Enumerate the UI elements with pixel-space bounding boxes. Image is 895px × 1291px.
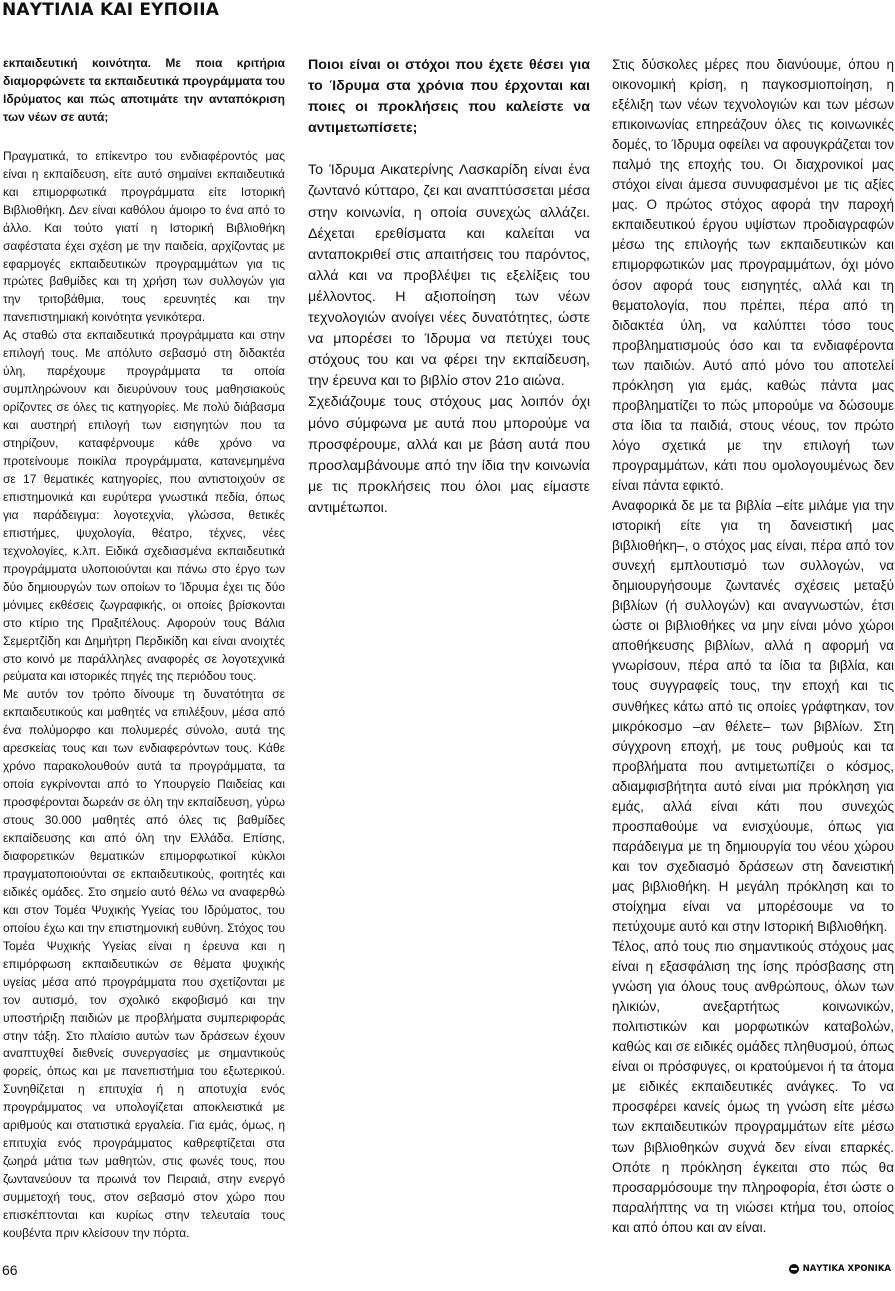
answer-2-paragraph-1: Το Ίδρυμα Αικατερίνης Λασκαρίδη είναι ένα ζωντανό κύτταρο, ζει και αναπτύσσεται μέσα στην κοινωνία, η οποία συνεχώς αλλάζει. Δέχεται ερεθίσματα και καλείται να ανταποκριθεί στις απαιτήσεις του παρόντος, αλλά και να προβλέψει τις εξελίξεις του μέλλοντος. Η αξιοποίηση των νέων τεχνολογιών ανοίγει νέες δυνατότητες, ώστε να μπορέσει το Ίδρυμα να πετύχει τους στόχους του και να φέρει την εκπαίδευση, την έρευνα και το βιβλίο στον 21ο αιώνα. [308,162,590,390]
interview-question-2: Ποιοι είναι οι στόχοι που έχετε θέσει για το Ίδρυμα στα χρόνια που έρχονται και ποιες οι προκλήσεις που καλείστε να αντιμετωπίσετε; [308,57,590,137]
article-column-2-content [308,55,590,519]
answer-2-paragraph-5: Τέλος, από τους πιο σημαντικούς στόχους μας είναι η εξασφάλιση της ίσης πρόσβασης στη γνώση για όλους τους ανθρώπους, όλων των ηλικιών, ανεξαρτήτως κοινωνικών, πολιτιστικών και μορφωτικών καταβολών, καθώς και σε ειδικές ομάδες πληθυσμού, όπως είναι οι πρόσφυγες, οι κρατούμενοι ή τα άτομα με ειδικές εκπαιδευτικές ανάγκες. Το να προσφέρει κανείς όμως τη γνώση είτε μέσω των εκπαιδευτικών προγραμμάτων είτε μέσω των βιβλιοθηκών συχνά δεν είναι επαρκές. Οπότε η πρόκληση έγκειται στο πώς θα προσαρμόσουμε την πληροφορία, έτσι ώστε ο παραλήπτης να τη νιώσει κτήμα του, οποίος και από όπου και αν είναι. [612,939,894,1235]
answer-2-paragraph-2: Σχεδιάζουμε τους στόχους μας λοιπόν όχι μόνο σύμφωνα με αυτά που μπορούμε να προσφέρουμε, αλλά και με βάση αυτά που προσλαμβάνουμε από την ίδια την κοινωνία με τις προκλήσεις που όλοι μας είμαστε αντιμέτωποι. [308,394,590,516]
answer-2-paragraph-4: Αναφορικά δε με τα βιβλία –είτε μιλάμε για την ιστορική είτε για τη δανειστική μας βιβλιοθήκη–, ο στόχος μας είναι, πέρα από τον συνεχή εμπλουτισμό των συλλογών, να δημιουργήσουμε ζωντανές σχέσεις μεταξύ βιβλίων (ή συλλογών) και αναγνωστών, έτσι ώστε οι βιβλιοθήκες να μην είναι μόνο χώροι αποθήκευσης βιβλίων, αλλά η αφορμή να γνωρίσουν, πέρα από τα ίδια τα βιβλία, και τους συγγραφείς τους, την εποχή και τις συνθήκες κάτω από τις οποίες γράφτηκαν, τον μικρόκοσμο –αν θέλετε– των βιβλίων. Στη σύγχρονη εποχή, με τους ρυθμούς και τα προβλήματα που αντιμετωπίζει ο κόσμος, αδιαμφισβήτητα αυτό είναι μια πρόκληση για εμάς, αλλά είναι κάτι που συνεχώς προσπαθούμε να ενισχύουμε, όπως για παράδειγμα με τη δημιουργία του νέου χώρου και τον σχεδιασμό δράσεων στη δανειστική μας βιβλιοθήκη. Η μεγάλη πρόκληση και το στοίχημα είναι να μπορέσουμε να το πετύχουμε αυτό και στην Ιστορική Βιβλιοθήκη. [612,498,894,935]
ship-logo-icon [789,1264,799,1274]
answer-1-paragraph-1: Πραγματικά, το επίκεντρο του ενδιαφέροντός μας είναι η εκπαίδευση, είτε αυτό σημαίνει εκπαιδευτικά και επιμορφωτικά προγράμματα είτε Ιστορική Βιβλιοθήκη. Δεν είναι καθόλου άμοιρο το ένα από το άλλο. Και τούτο γιατί η Ιστορική Βιβλιοθήκη σαφέστατα έχει σχέση με την παιδεία, αρχίζοντας με εφαρμογές εκπαιδευτικών προγραμμάτων για τις πρώτες βαθμίδες και τη χρήση των συλλογών για την τριτοβάθμια, τους ερευνητές και την πανεπιστημιακή κοινότητα γενικότερα. [3,148,285,325]
section-header: ΝΑΥΤΙΛΙΑ ΚΑΙ ΕΥΠΟΙΙΑ [0,0,895,20]
answer-2-paragraph-3: Στις δύσκολες μέρες που διανύουμε, όπου η οικονομική κρίση, η παγκοσμιοποίηση, η εξέλιξη των νέων τεχνολογιών και των μέσων επικοινωνίας επηρεάζουν όλες τις κοινωνικές δομές, το Ίδρυμα οφείλει να αφουγκράζεται τον παλμό της εποχής του. Οι διαχρονικοί μας στόχοι είναι άμεσα συνυφασμένοι με τις αξίες μας. Ο πρώτος στόχος αφορά την παροχή εκπαιδευτικού έργου υψίστων προδιαγραφών μέσω της επιλογής των εκπαιδευτικών και επιμορφωτικών μας προγραμμάτων, όχι μόνο όσον αφορά τους εισηγητές, αλλά και τη θεματολογία, που πρέπει, πέρα από τη διδακτέα ύλη, να καλύπτει τόσο τους προβληματισμούς όσο και τα ενδιαφέροντα των παιδιών. Αυτό από μόνο του αποτελεί πρόκληση για εμάς, καθώς πάντα μας προβληματίζει το πώς μπορούμε να δώσουμε στα ίδια τα παιδιά, στους νέους, τον πρώτο λόγο σχετικά με την επιλογή των προγραμμάτων, κάτι που ομολογουμένως δεν είναι πάντα εφικτό. [612,57,894,493]
page-number: 66 [2,1262,18,1278]
article-column-1 [3,55,285,1243]
article-column-3 [612,55,894,1238]
footer-brand [789,1264,891,1274]
answer-1-paragraph-3: Με αυτόν τον τρόπο δίνουμε τη δυνατότητα σε εκπαιδευτικούς και μαθητές να επιλέξουν, μέσα από ένα πολύμορφο και πολυμερές σύνολο, αυτά της αρεσκείας τους και των ενδιαφερόντων τους. Κάθε χρόνο παρακολουθούν αυτά τα προγράμματα, τα οποία εγκρίνονται από το Υπουργείο Παιδείας και προσφέρονται δωρεάν σε όλη την εκπαίδευση, γύρω στους 30.000 μαθητές από όλες τις βαθμίδες εκπαίδευσης και από όλη την Ελλάδα. Επίσης, διαφορετικών θεματικών επιμορφωτικοί κύκλοι πραγματοποιούνται σε εκπαιδευτικούς, φοιτητές και ειδικές ομάδες. Στο σημείο αυτό θέλω να αναφερθώ και στον Τομέα Ψυχικής Υγείας του Ιδρύματος, του οποίου έχω και την επιστημονική ευθύνη. Στόχος του Τομέα Ψυχικής Υγείας είναι η έρευνα και η επιμόρφωση εκπαιδευτικών σε θέματα ψυχικής υγείας μέσα από προγράμματα που σχετίζονται με τον αυτισμό, τον σχολικό εκφοβισμό και την υποστήριξη παιδιών με προβλήματα συμπεριφοράς στην τάξη. Στο πλαίσιο αυτών των δράσεων έχουν αναπτυχθεί διεθνείς συνεργασίες με σημαντικούς φορείς, όπως και με πανεπιστήμια του εξωτερικού. Συνηθίζεται η επιτυχία ή η αποτυχία ενός προγράμματος να υπολογίζεται αποκλειστικά με αριθμούς και στατιστικά εργαλεία. Για εμάς, όμως, η επιτυχία ενός προγράμματος καθρεφτίζεται στα ζωηρά μάτια των μαθητών, στις φωνές τους, που ζωντανεύουν τα πρωινά τον Πειραιά, στην ενεργό συμμετοχή τους, στον σεβασμό στον χώρο που επισκέπτονται και κυρίως στην τελευταία τους κουβέντα πριν κλείσουν την πόρτα. [3,687,285,1240]
interview-question-1: εκπαιδευτική κοινότητα. Με ποια κριτήρια διαμορφώνετε τα εκπαιδευτικά προγράμματα του Ιδρύματος και πώς αποτιμάτε την ανταπόκριση των νέων σε αυτά; [3,56,285,124]
answer-1-paragraph-2: Ας σταθώ στα εκπαιδευτικά προγράμματα και στην επιλογή τους. Με απόλυτο σεβασμό στη διδακτέα ύλη, παρέχουμε προγράμματα τα οποία συμπληρώνουν και διευρύνουν τους μαθησιακούς ορίζοντες σε όλες τις κατηγορίες. Με πολύ διάβασμα και αυστηρή επιλογή των εισηγητών που τα στηρίζουν, καταφέρνουμε κάθε χρόνο να προτείνουμε ποικίλα προγράμματα, κατανεμημένα σε 17 θεματικές κατηγορίες, που αντιστοιχούν σε επιστημονικά και ευρύτερα γνωστικά πεδία, όπως για παράδειγμα: λογοτεχνία, γλώσσα, θετικές επιστήμες, ψυχολογία, θέατρο, τέχνες, νέες τεχνολογίες, κ.λπ. Ειδικά σχεδιασμένα εκπαιδευτικά προγράμματα υλοποιούνται και πάνω στο έργο των δύο δημιουργών των οποίων το Ίδρυμα έχει τις δύο μόνιμες εκθέσεις ζωγραφικής, οι οποίες βρίσκονται στο κτίριο της Πραξιτέλους. Αφορούν τους Βάλια Σεμερτζίδη και Δημήτρη Περδικίδη και είναι ανοιχτές στο κοινό με παράλληλες αναφορές σε λογοτεχνικά ρεύματα και ιστορικές πηγές της περιόδου τους. [3,328,285,684]
footer-brand-label: ΝΑΥΤΙΚΑ ΧΡΟΝΙΚΑ [802,1264,891,1274]
